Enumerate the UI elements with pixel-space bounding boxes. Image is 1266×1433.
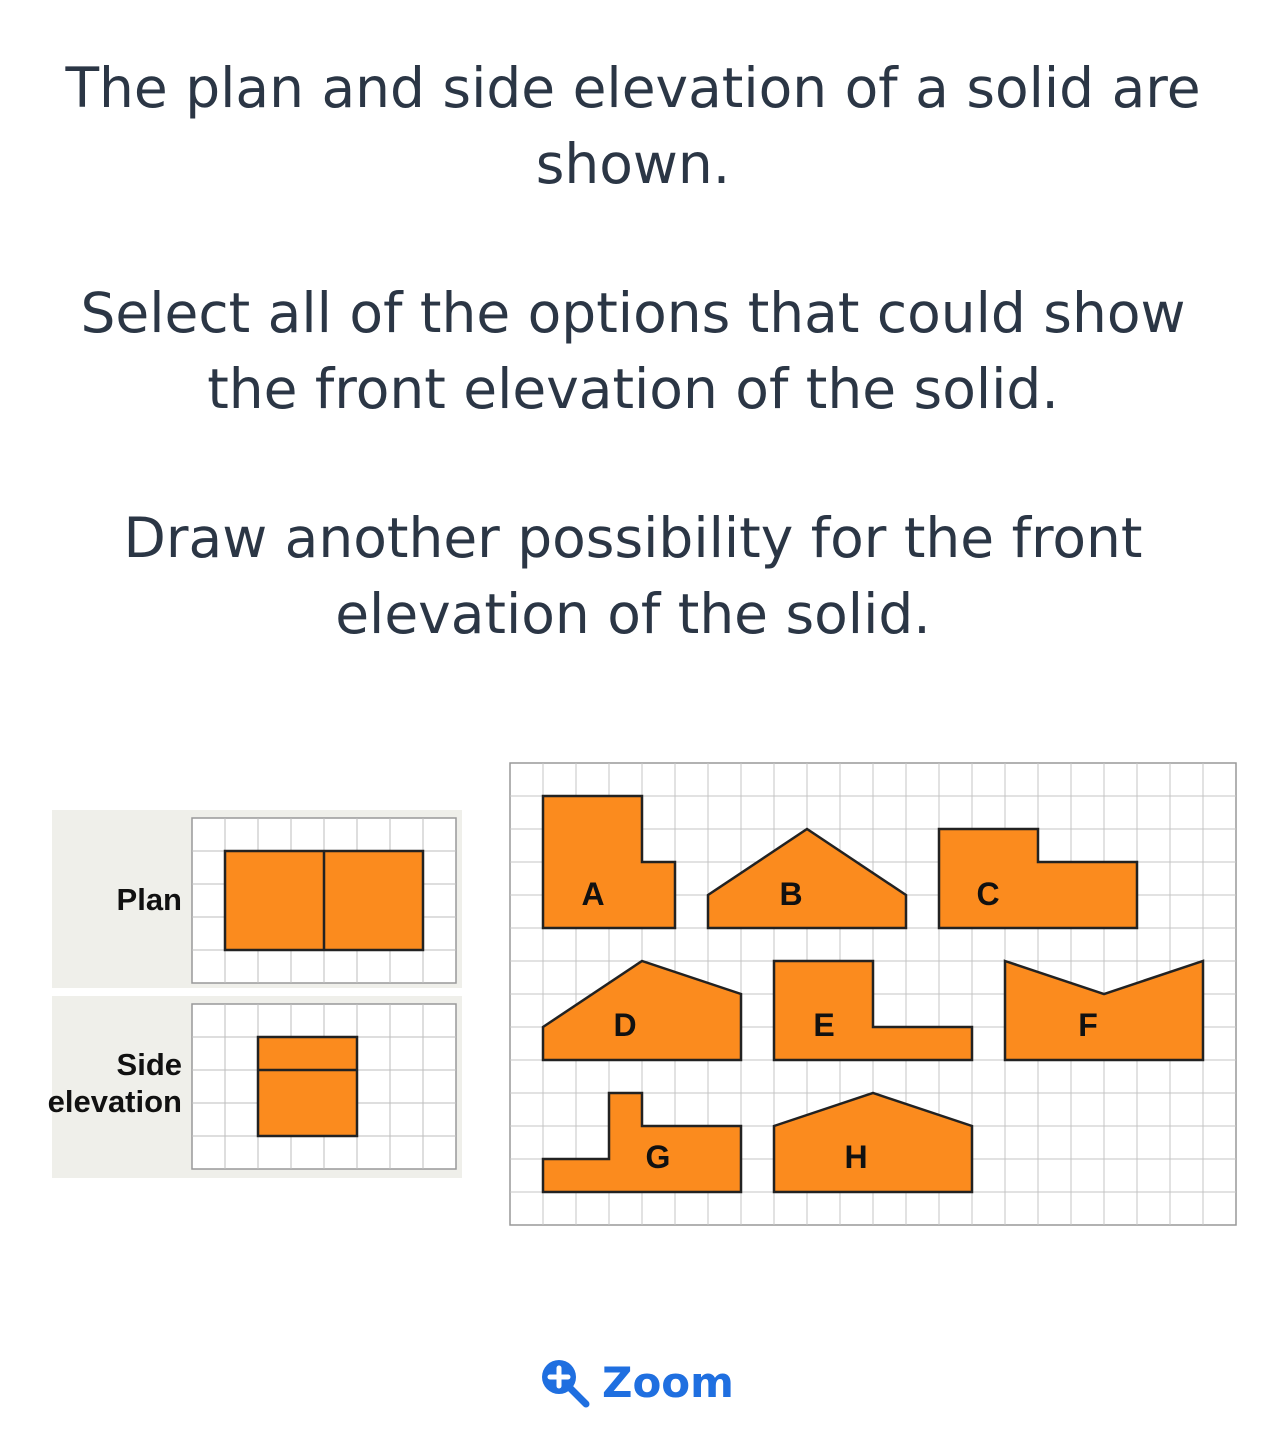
option-c-label: C: [976, 876, 1000, 912]
question-text-1: The plan and side elevation of a solid are shown.: [65, 56, 1201, 196]
zoom-in-icon: [538, 1356, 590, 1408]
option-f-label: F: [1078, 1007, 1098, 1043]
zoom-button[interactable]: [538, 1356, 734, 1408]
option-b-label: B: [779, 876, 803, 912]
side-label-1: Side: [116, 1047, 182, 1082]
zoom-label: Zoom: [602, 1357, 734, 1407]
question-text-3: Draw another possibility for the front elevation of the solid.: [123, 506, 1143, 646]
side-elevation-view: [258, 1037, 357, 1136]
plan-label: Plan: [116, 882, 182, 917]
plan-view: [225, 851, 423, 950]
question-text-2: Select all of the options that could show the front elevation of the solid.: [80, 281, 1186, 421]
option-e-label: E: [813, 1007, 835, 1043]
side-label-2: elevation: [47, 1084, 182, 1119]
option-h-label: H: [844, 1139, 868, 1175]
option-g-label: G: [645, 1139, 671, 1175]
option-d-label: D: [613, 1007, 637, 1043]
option-a-label: A: [581, 876, 605, 912]
